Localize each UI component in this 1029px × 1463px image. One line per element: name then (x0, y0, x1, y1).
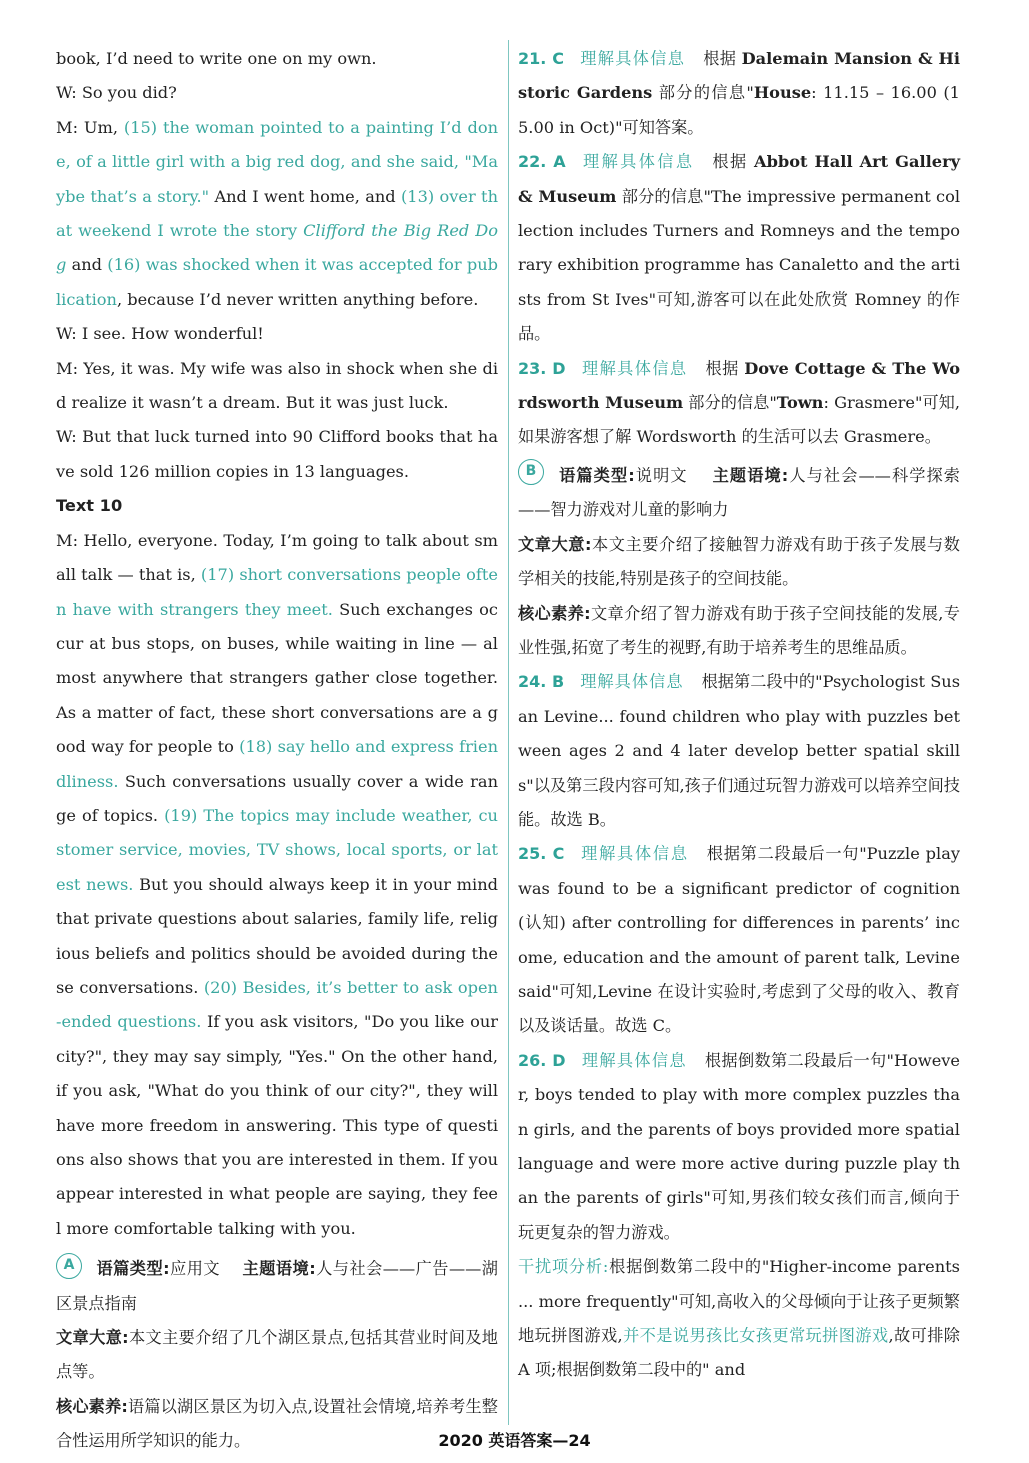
text10-title: Text 10 (56, 496, 123, 516)
dialogue-line: W: So you did? (56, 83, 177, 103)
dialogue-line: W: But that luck turned into 90 Clifford books that have sold 126 million copies in 13 languages. (56, 427, 498, 481)
answer-number: 24. B (518, 672, 565, 692)
section-b-type: B 语篇类型:说明文 主题语境:人与社会——科学探索——智力游戏对儿童的影响力 (518, 459, 960, 528)
answer-item: 22. A 理解具体信息 根据 Abbot Hall Art Gallery & Museum 部分的信息"The impressive permanent collection includes Turners and Romneys and the temporary exhibition programme has Canaletto and the artists from St Ives"可知,游客可以在此处欣赏 Romney 的作品。 (518, 152, 961, 344)
dialogue-line: M: Yes, it was. My wife was also in shock when she did realize it wasn’t a dream. But it was just luck. (56, 358, 498, 413)
section-a-core: 核心素养:语篇以湖区景区为切入点,设置社会情境,培养考生整合性运用所学知识的能力。 (56, 1396, 498, 1451)
answer-item: 24. B 理解具体信息 根据第二段中的"Psychologist Susan Levine... found children who play with puzzles between ages 2 and 4 later develop better spatial skills"以及第三段内容可知,孩子们通过玩智力游戏可以培养空间技能。故选 B。 (518, 672, 961, 829)
dialogue-line: W: I see. How wonderful! (56, 324, 264, 344)
section-b-badge: B (518, 459, 544, 485)
right-column (518, 42, 960, 1388)
section-a-summary: 文章大意:本文主要介绍了几个湖区景点,包括其营业时间及地点等。 (56, 1328, 498, 1382)
answer-number: 21. C (518, 49, 564, 68)
answers-b (518, 665, 960, 1250)
answer-tag: 理解具体信息 (579, 49, 686, 68)
section-a-type: A 语篇类型:应用文 主题语境:人与社会——广告——湖区景点指南 (56, 1252, 498, 1321)
section-a-badge: A (56, 1253, 82, 1279)
answer-number: 22. A (518, 152, 566, 172)
answer-number: 23. D (518, 358, 566, 378)
column-divider (508, 40, 509, 1425)
answer-item: 26. D 理解具体信息 根据倒数第二段最后一句"However, boys tended to play with more complex puzzles than girls, and the parents of boys provided more spatial language and were more active during puzzle play than the parents of girls"可知,男孩们较女孩们而言,倾向于玩更复杂的智力游戏。 (518, 1050, 961, 1242)
section-b-core: 核心素养:文章介绍了智力游戏有助于孩子空间技能的发展,专业性强,拓宽了考生的视野,有助于培养考生的思维品质。 (518, 603, 960, 657)
distractor-analysis: 干扰项分析:根据倒数第二段中的"Higher-income parents ... more frequently"可知,高收入的父母倾向于让孩子更频繁地玩拼图游戏,并不是说男孩比女孩更常玩拼图游戏,故可排除 A 项;根据倒数第二段中的" and (518, 1257, 960, 1380)
answer-item: 25. C 理解具体信息 根据第二段最后一句"Puzzle play was found to be a significant predictor of cognition (认知) after controlling for differences in parents’ income, education and the amount of parent talk, Levine said"可知,Levine 在设计实验时,考虑到了父母的收入、教育以及谈话量。故选 C。 (518, 844, 961, 1036)
left-column (56, 42, 498, 1459)
answer-tag: 理解具体信息 (581, 358, 688, 378)
answers-a (518, 42, 960, 455)
answer-tag: 理解具体信息 (581, 1050, 687, 1070)
answer-tag: 理解具体信息 (580, 844, 689, 864)
answer-number: 26. D (518, 1050, 566, 1070)
answer-tag: 理解具体信息 (581, 152, 695, 172)
dialogue-line: M: Um, (15) the woman pointed to a painting I’d done, of a little girl with a big red dog, and she said, "Maybe that’s a story." And I went home, and (13) over that weekend I wrote the story Clifford the Big Red Dog and (16) was shocked when it was accepted for publication, because I’d never written anything before. (56, 117, 499, 309)
dialogue-line: book, I’d need to write one on my own. (56, 49, 377, 68)
answer-item: 21. C 理解具体信息 根据 Dalemain Mansion & Historic Gardens 部分的信息"House: 11.15 – 16.00 (15.00 in Oct)"可知答案。 (518, 49, 961, 137)
text10-transcript: M: Hello, everyone. Today, I’m going to talk about small talk — that is, (17) short conversations people often have with strangers they meet. Such exchanges occur at bus stops, on buses, while waiting in line — almost anywhere that strangers gather close together. As a matter of fact, these short conversations are a good way for people to (18) say hello and express friendliness. Such conversations usually cover a wide range of topics. (19) The topics may include weather, customer service, movies, TV shows, local sports, or latest news. But you should always keep it in your mind that private questions about salaries, family life, religious beliefs and politics should be avoided during these conversations. (20) Besides, it’s better to ask open-ended questions. If you ask visitors, "Do you like our city?", they may say simply, "Yes." On the other hand, if you ask, "What do you think of our city?", they will have more freedom in answering. This type of questions also shows that you are interested in them. If you appear interested in what people are saying, they feel more comfortable talking with you. (56, 530, 499, 1238)
section-b-summary: 文章大意:本文主要介绍了接触智力游戏有助于孩子发展与数学相关的技能,特别是孩子的空间技能。 (518, 534, 960, 589)
section-b-header (518, 459, 960, 665)
answer-number: 25. C (518, 844, 565, 864)
dialogue-block (56, 42, 498, 489)
page-footer: 2020 英语答案—24 (438, 1431, 591, 1450)
answer-tag: 理解具体信息 (580, 672, 684, 692)
answer-item: 23. D 理解具体信息 根据 Dove Cottage & The Wordsworth Museum 部分的信息"Town: Grasmere"可知,如果游客想了解 Wordsworth 的生活可以去 Grasmere。 (518, 358, 960, 447)
